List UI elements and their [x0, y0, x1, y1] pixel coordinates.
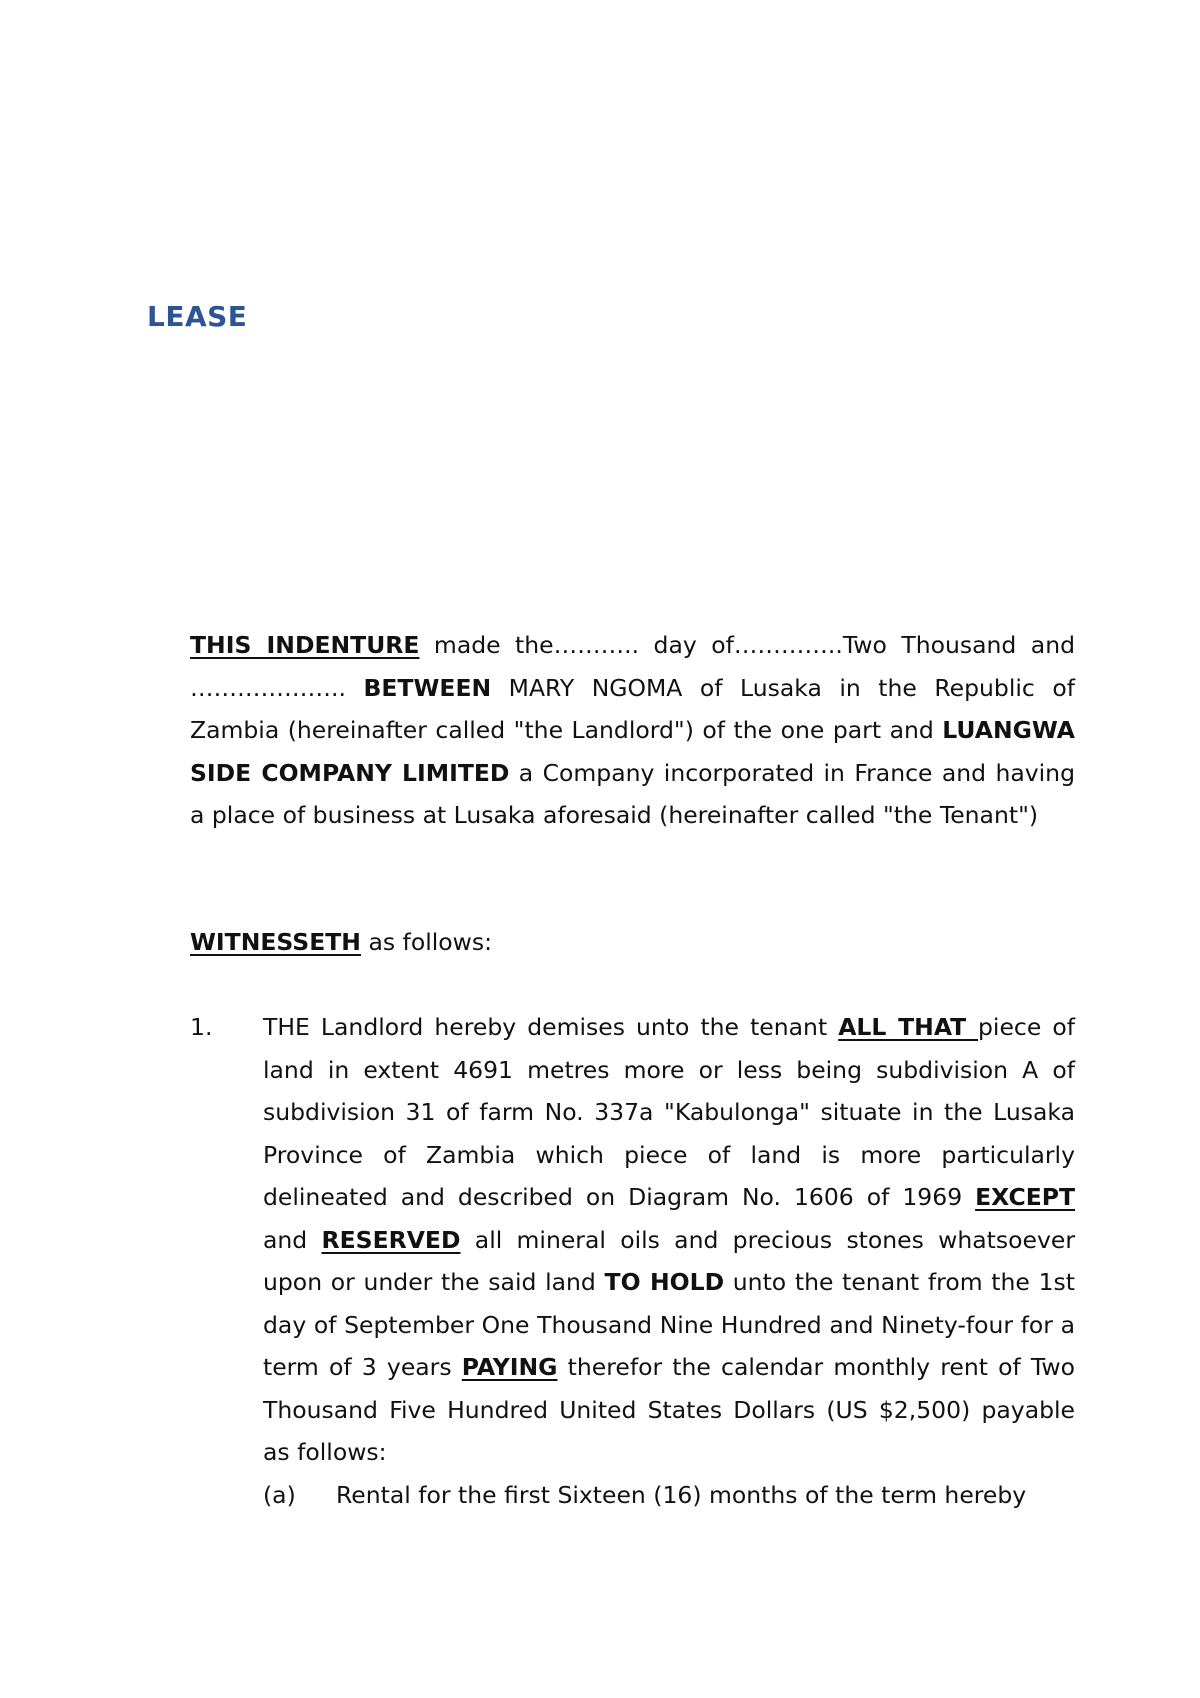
clause-1-text	[263, 1006, 1075, 1474]
tenant-company-name: LUANGWA SIDE COMPANY LIMITED	[190, 716, 1075, 787]
clause-number: 1.	[190, 1013, 213, 1041]
rent-text: therefor the calendar monthly rent of Two Thousand Five Hundred United States Dollars (US $2,500) payable as follows:	[263, 1353, 1075, 1466]
indenture-paragraph	[190, 624, 1075, 837]
sub-clause-a	[263, 1474, 1075, 1517]
indenture-text: made the……….. day of…………..Two Thousand and ………………..	[190, 631, 1075, 702]
to-hold-keyword: TO HOLD	[604, 1268, 725, 1296]
sub-clause-text: Rental for the first Sixteen (16) months of the term hereby	[336, 1480, 1027, 1509]
term-text: unto the tenant from the 1st day of September One Thousand Nine Hundred and Ninety-four for a term of 3 years	[263, 1268, 1075, 1381]
all-that-keyword: ALL THAT	[838, 1013, 978, 1041]
land-description: piece of land in extent 4691 metres more or less being subdivision A of subdivision 31 of farm No. 337a "Kabulonga" situate in the Lusaka Province of Zambia which piece of land is more particularly delineated and described on Diagram No. 1606 of 1969	[263, 1013, 1075, 1211]
witnesseth-text: as follows:	[360, 928, 493, 956]
reserved-keyword: RESERVED	[321, 1225, 461, 1254]
clause-1	[190, 1006, 1075, 1516]
paying-keyword: PAYING	[461, 1353, 558, 1381]
tenant-text: a Company incorporated in France and having a place of business at Lusaka aforesaid (hereinafter called "the Tenant")	[190, 758, 1075, 829]
this-indenture-heading: THIS INDENTURE	[190, 631, 420, 659]
document-title: LEASE	[147, 300, 248, 333]
witnesseth-paragraph	[190, 921, 1075, 964]
clause-1-intro: THE Landlord hereby demises unto the tenant	[263, 1013, 839, 1041]
minerals-text: all mineral oils and precious stones whatsoever upon or under the said land	[263, 1225, 1075, 1296]
except-keyword: EXCEPT	[975, 1183, 1075, 1211]
and-text: and	[263, 1225, 322, 1254]
witnesseth-heading: WITNESSETH	[190, 928, 361, 956]
landlord-text: MARY NGOMA of Lusaka in the Republic of Zambia (hereinafter called "the Landlord") of the one part and	[190, 673, 1075, 744]
sub-clause-label: (a)	[263, 1480, 296, 1509]
between-keyword: BETWEEN	[363, 673, 492, 702]
